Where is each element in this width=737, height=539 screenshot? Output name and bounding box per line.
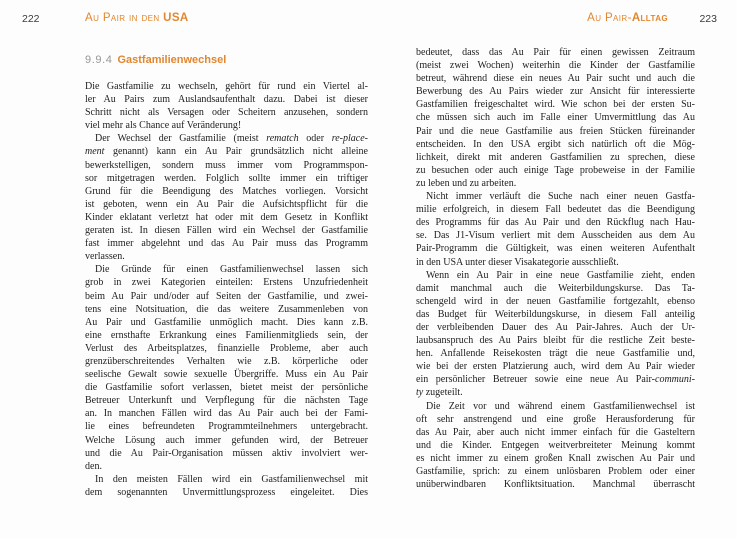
page-number-right: 223 bbox=[699, 13, 717, 25]
text-line: Bewerbung des Au Pairs wieder zur Ansicht für interessierte bbox=[416, 86, 695, 98]
text-line: (meist zwei Wochen) weiterhin die Kinder der Gastfamilie bbox=[416, 60, 695, 72]
text-line: laubsanspruch des Au Pairs bleibt für die restliche Zeit beste- bbox=[416, 335, 695, 347]
text-line: se. Das J1-Visum verliert mit dem Ausscheiden aus dem Au bbox=[416, 230, 695, 242]
text-line: fast immer abgelehnt und das Au Pair muss das Programm bbox=[85, 238, 368, 250]
paragraph bbox=[85, 263, 368, 473]
running-header-left-regular: Au Pair in den bbox=[85, 12, 164, 24]
text-line: ler Au Pairs zum Auslandsaufenthalt dazu. Dabei ist dieser bbox=[85, 94, 368, 106]
section-heading bbox=[85, 54, 226, 66]
text-line: das Au Pair, aber auch nicht immer einfach für die Gasteltern bbox=[416, 426, 695, 438]
text-line: Betreuer Unterkunft und Verpflegung für die nächsten Tage bbox=[85, 395, 368, 407]
text-line: betreut, während diese ein neues Au Pair sucht und auch die bbox=[416, 73, 695, 85]
paragraph bbox=[85, 80, 368, 132]
text-line: Au Pair und Gastfamilie unmöglich macht. Dies kann z.B. bbox=[85, 316, 368, 328]
text-line: lichkeit, direkt mit anderen Gastfamilien zu sprechen, diese bbox=[416, 151, 695, 163]
running-header-left bbox=[85, 12, 189, 24]
text-line: grenzüberschreitendes Verhalten wie z.B. körperliche oder bbox=[85, 355, 368, 367]
text-line: beim Au Pair und/oder auf Seiten der Gastfamilie, und zwei- bbox=[85, 290, 368, 302]
section-title: Gastfamilienwechsel bbox=[117, 54, 227, 66]
text-line: entscheiden. In den USA ergibt sich natürlich oft die Mög- bbox=[416, 138, 695, 150]
text-line: zu leben und zu arbeiten. bbox=[416, 177, 517, 189]
text-line: Welche Lösung auch immer gefunden wird, der Betreuer bbox=[85, 434, 368, 446]
text-line: den. bbox=[85, 460, 102, 472]
text-line: Die Gründe für einen Gastfamilienwechsel lassen sich bbox=[95, 264, 368, 276]
text-line: Kinder eklatant verletzt hat oder mit dem Gesetz in Konflikt bbox=[85, 211, 368, 223]
text-line: schengeld wird in der neuen Gastfamilie fortgezahlt, ebenso bbox=[416, 295, 695, 307]
text-line: Verlust des Arbeitsplatzes, finanzielle Probleme, aber auch bbox=[85, 342, 368, 354]
text-line: das Budget für Weiterbildungskurse, in diesem Fall anteilig bbox=[416, 308, 695, 320]
text-line: sor mitgetragen werden. Folglich sollte immer ein triftiger bbox=[85, 172, 368, 184]
text-line: in den USA unter dieser Visakategorie ausschließt. bbox=[416, 256, 619, 268]
text-line: ment genannt) kann ein Au Pair grundsätzlich nicht alleine bbox=[85, 146, 368, 158]
paragraph bbox=[416, 269, 695, 400]
paragraph bbox=[416, 190, 695, 269]
text-line: hen. Anfallende Reisekosten trägt die neue Gastfamilie und, bbox=[416, 348, 695, 360]
page-number-left: 222 bbox=[22, 13, 40, 25]
running-header-left-bold: USA bbox=[163, 12, 189, 24]
text-line: ist geboten, wenn ein Au Pair die Aufsichtspflicht für die bbox=[85, 198, 368, 210]
text-line: des Programms für das Au Pair und den Rückflug nach Hau- bbox=[416, 217, 695, 229]
text-line: lie eines befreundeten Programmteilnehmers untergebracht. bbox=[85, 421, 368, 433]
text-line: In den meisten Fällen wird ein Gastfamilienwechsel mit bbox=[95, 473, 368, 485]
text-line: bewerkstelligen, sondern muss immer vom Programmspon- bbox=[85, 159, 368, 171]
text-line: Nicht immer verläuft die Suche nach einer neuen Gastfa- bbox=[426, 191, 695, 203]
paragraph bbox=[416, 46, 695, 190]
text-line: geraten ist. In diesen Fällen wird ein Wechsel der Gastfamilie bbox=[85, 225, 368, 237]
text-line: Die Gastfamilie zu wechseln, gehört für rund ein Viertel al- bbox=[85, 81, 368, 92]
text-line: Schritt nicht als Versagen oder Scheitern anzusehen, sondern bbox=[85, 107, 368, 119]
text-line: der verbleibenden Dauer des Au Pair-Jahres. Auch der Ur- bbox=[416, 321, 695, 333]
text-line: Wenn ein Au Pair in eine neue Gastfamilie zieht, enden bbox=[426, 269, 695, 281]
section-number: 9.9.4 bbox=[85, 54, 113, 66]
text-line: Die Zeit vor und während einem Gastfamilienwechsel ist bbox=[426, 400, 695, 412]
text-line: eine ernsthafte Erkrankung eines Familienmitglieds sein, der bbox=[85, 329, 368, 341]
text-line: Grund für die Beendigung des Matches vorliegen. Vorsicht bbox=[85, 185, 368, 197]
paragraph bbox=[85, 473, 368, 499]
text-line: che müssen sich auch im Falle einer Umvermittlung das Au bbox=[416, 112, 695, 124]
text-line: verlassen. bbox=[85, 251, 125, 263]
text-line: viel mehr als Chance auf Veränderung! bbox=[85, 120, 242, 132]
text-line: ty zugeteilt. bbox=[416, 387, 463, 399]
text-line: es nicht immer zu einem großen Knall zwischen Au Pair und bbox=[416, 452, 695, 464]
text-line: tens eine Notsituation, die das weitere Zusammenleben von bbox=[85, 303, 368, 315]
text-column-left bbox=[85, 80, 368, 499]
paragraph bbox=[416, 400, 695, 492]
paragraph bbox=[85, 132, 368, 263]
text-line: damit manchmal auch die Weiterbildungskurse. Das Ta- bbox=[416, 282, 695, 294]
text-line: dem sogenannten Unvermittlungsprozess eingeleitet. Dies bbox=[85, 486, 368, 498]
text-line: seelische Gewalt sowie sexuelle Übergriffe. Muss ein Au Pair bbox=[85, 369, 368, 381]
text-line: grob in zwei Kategorien einteilen: Erstens Unzufriedenheit bbox=[85, 277, 368, 289]
text-line: bedeutet, dass das Au Pair für einen gewissen Zeitraum bbox=[416, 47, 695, 58]
running-header-right-bold: Alltag bbox=[631, 12, 668, 24]
text-line: wie bei der ersten Platzierung auch, wird dem Au Pair wieder bbox=[416, 361, 695, 373]
text-line: Gastfamilie, sprich: zu einem unlösbaren Problem oder einer bbox=[416, 466, 695, 477]
text-line: Gastfamilien freigeschaltet wird. Wie schon bei der ersten Su- bbox=[416, 99, 695, 111]
text-line: und die Kinder. Entgegen weitverbreiteter Meinung kommt bbox=[416, 439, 695, 451]
text-line: Pair-Programm die Gültigkeit, was einen weiteren Aufenthalt bbox=[416, 243, 695, 255]
text-line: und die Au Pair-Organisation müssen aktiv involviert wer- bbox=[85, 447, 368, 459]
text-line: milie erfolgreich, in diesem Fall bedeutet das die Beendigung bbox=[416, 204, 695, 216]
text-line: oft sehr anstrengend und eine große Herausforderung für bbox=[416, 413, 695, 425]
text-line: die Gastfamilie sofort verlassen, bietet meist der persönliche bbox=[85, 382, 368, 394]
text-line: ein persönlicher Betreuer sowie eine neue Au Pair-communi- bbox=[416, 374, 695, 386]
running-header-right bbox=[587, 12, 668, 24]
text-line: unüberwindbaren Konfliktsituation. Manchmal überrascht bbox=[416, 479, 695, 491]
running-header-right-regular: Au Pair- bbox=[587, 12, 632, 24]
text-line: Der Wechsel der Gastfamilie (meist rematch oder re-place- bbox=[95, 133, 368, 145]
text-line: zu besuchen oder auch einige Tage probeweise in der Familie bbox=[416, 164, 695, 176]
text-line: Pair und die neue Gastfamilie aus freien Stücken füreinander bbox=[416, 125, 695, 137]
text-column-right bbox=[416, 46, 695, 491]
text-line: an. In manchen Fällen wird das Au Pair auch bei der Fami- bbox=[85, 408, 368, 420]
